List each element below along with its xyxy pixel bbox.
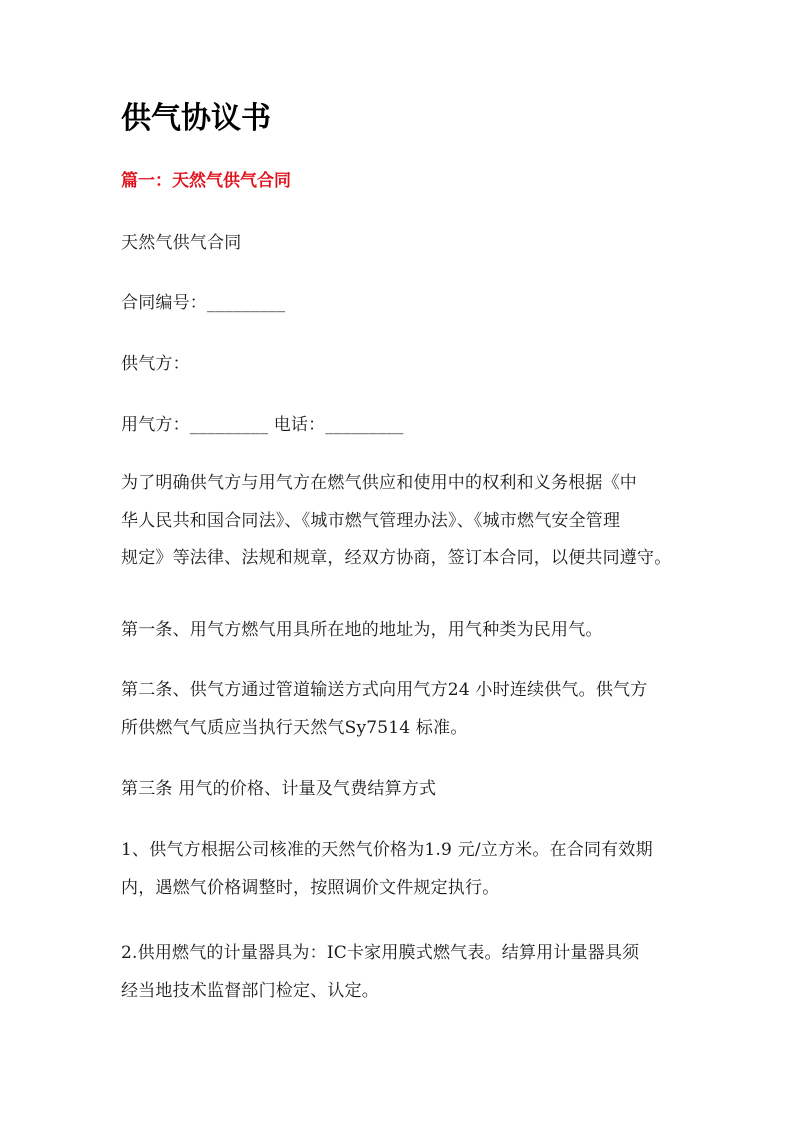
- clause-2-line: 2.供用燃气的计量器具为：IC卡家用膜式燃气表。结算用计量器具须: [121, 943, 640, 963]
- document-title: 供气协议书: [121, 101, 271, 136]
- article-3-heading: 第三条 用气的价格、计量及气费结算方式: [121, 779, 437, 799]
- contract-number-field: 合同编号：_________: [121, 293, 286, 313]
- article-2-paragraph: [121, 672, 687, 747]
- clause-1-paragraph: [121, 832, 687, 907]
- clause-2-line: 经当地技术监督部门检定、认定。: [121, 980, 379, 1001]
- article-2-line: 所供燃气气质应当执行天然气Sy7514 标准。: [121, 717, 468, 738]
- article-2-line: 第二条、供气方通过管道输送方式向用气方24 小时连续供气。供气方: [121, 680, 648, 700]
- section-heading: 篇一：天然气供气合同: [121, 171, 291, 191]
- preamble-paragraph: [121, 465, 687, 578]
- article-1: 第一条、用气方燃气用具所在地的地址为，用气种类为民用气。: [121, 620, 603, 640]
- preamble-line: 为了明确供气方与用气方在燃气供应和使用中的权利和义务根据《中: [121, 473, 637, 493]
- contract-name: 天然气供气合同: [121, 233, 242, 253]
- clause-1-line: 内，遇燃气价格调整时，按照调价文件规定执行。: [121, 877, 500, 898]
- preamble-line: 华人民共和国合同法》、《城市燃气管理办法》、《城市燃气安全管理: [121, 510, 621, 531]
- clause-2-paragraph: [121, 935, 687, 1010]
- preamble-line: 规定》等法律、法规和规章，经双方协商，签订本合同，以便共同遵守。: [121, 548, 672, 568]
- supplier-field: 供气方：: [121, 354, 190, 374]
- user-phone-field: 用气方：_________ 电话：_________: [121, 415, 404, 435]
- clause-1-line: 1、供气方根据公司核准的天然气价格为1.9 元/立方米。在合同有效期: [121, 840, 653, 860]
